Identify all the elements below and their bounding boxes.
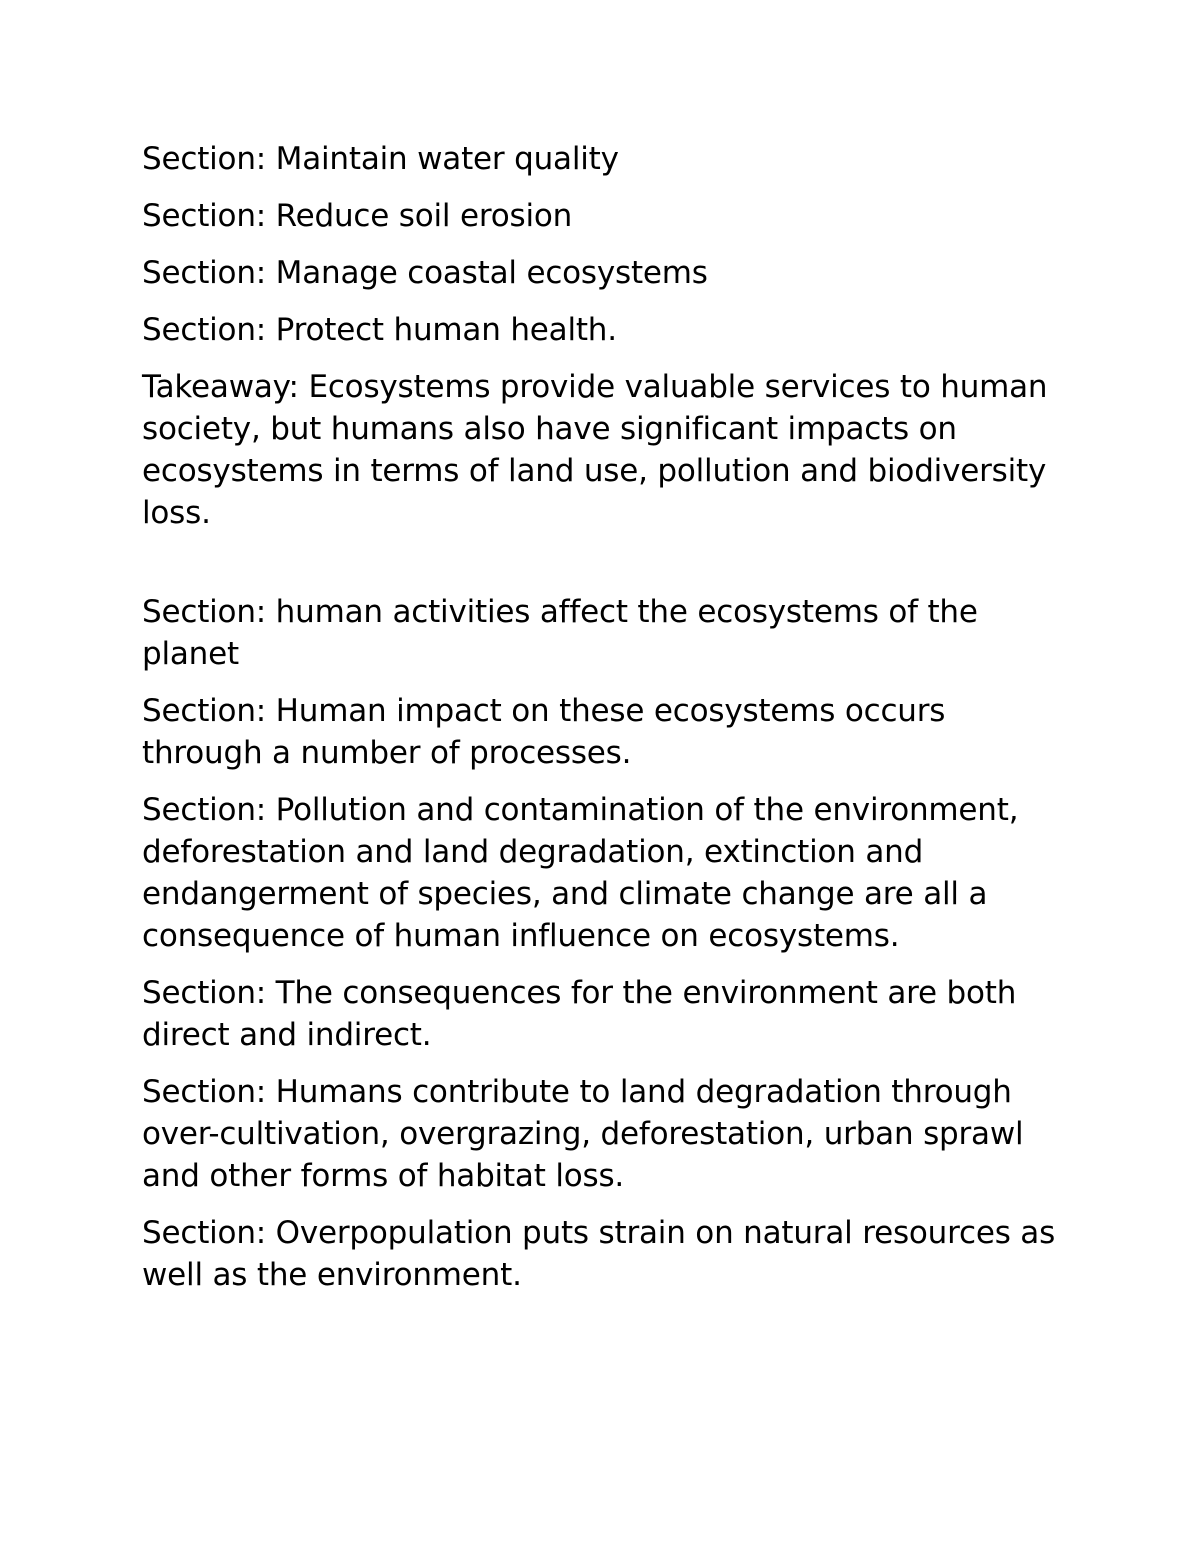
- section-paragraph: Section: Overpopulation puts strain on natural resources as well as the environment.: [142, 1215, 1056, 1293]
- section-paragraph: Section: human activities affect the ecosystems of the planet: [142, 594, 978, 672]
- takeaway-paragraph: Takeaway: Ecosystems provide valuable services to human society, but humans also have significant impacts on ecosystems in terms of land use, pollution and biodiversity loss.: [142, 369, 1048, 531]
- section-paragraph: Section: Human impact on these ecosystems occurs through a number of processes.: [142, 693, 946, 771]
- section-paragraph: Section: The consequences for the environment are both direct and indirect.: [142, 975, 1017, 1053]
- section-paragraph: Section: Maintain water quality: [142, 141, 619, 177]
- document-body: [142, 138, 1062, 1311]
- section-paragraph: Section: Humans contribute to land degradation through over-cultivation, overgrazing, deforestation, urban sprawl and other forms of habitat loss.: [142, 1074, 1024, 1194]
- section-paragraph: Section: Protect human health.: [142, 312, 617, 348]
- section-paragraph: Section: Manage coastal ecosystems: [142, 255, 708, 291]
- section-paragraph: Section: Pollution and contamination of the environment, deforestation and land degradation, extinction and endangerment of species, and climate change are all a consequence of human influence on ecosystems.: [142, 792, 1019, 954]
- section-paragraph: Section: Reduce soil erosion: [142, 198, 573, 234]
- paragraph-spacer: [142, 549, 1062, 591]
